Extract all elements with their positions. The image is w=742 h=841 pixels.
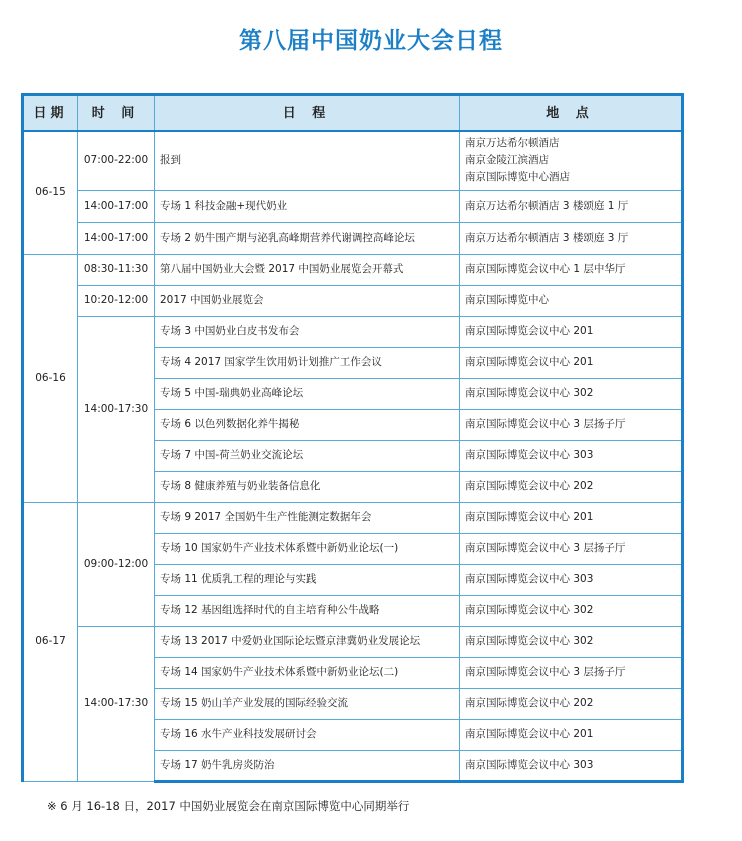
venue-cell: 南京国际博览会议中心 302 — [460, 378, 683, 409]
time-cell: 14:00-17:00 — [78, 190, 155, 222]
time-cell: 07:00-22:00 — [78, 131, 155, 190]
table-row — [23, 190, 683, 222]
table-header-row — [23, 95, 683, 132]
venue-cell: 南京国际博览会议中心 1 层中华厅 — [460, 254, 683, 285]
table-row — [23, 626, 683, 657]
table-row — [23, 502, 683, 533]
venue-cell: 南京国际博览会议中心 3 层扬子厅 — [460, 657, 683, 688]
table-row — [23, 285, 683, 316]
header-date: 日期 — [23, 95, 78, 132]
venue-cell: 南京国际博览会议中心 303 — [460, 440, 683, 471]
agenda-cell: 报到 — [155, 131, 460, 190]
agenda-cell: 专场 11 优质乳工程的理论与实践 — [155, 564, 460, 595]
agenda-cell: 专场 14 国家奶牛产业技术体系暨中新奶业论坛(二) — [155, 657, 460, 688]
venue-cell: 南京国际博览会议中心 202 — [460, 688, 683, 719]
agenda-cell: 专场 5 中国-瑞典奶业高峰论坛 — [155, 378, 460, 409]
venue-cell: 南京国际博览会议中心 201 — [460, 719, 683, 750]
venue-cell: 南京万达希尔顿酒店 3 楼颂庭 1 厅 — [460, 190, 683, 222]
date-cell: 06-17 — [23, 502, 78, 781]
agenda-cell: 专场 3 中国奶业白皮书发布会 — [155, 316, 460, 347]
venue-cell: 南京国际博览会议中心 3 层扬子厅 — [460, 533, 683, 564]
venue-line: 南京国际博览中心酒店 — [465, 171, 570, 184]
date-cell: 06-15 — [23, 131, 78, 254]
venue-cell: 南京万达希尔顿酒店 3 楼颂庭 3 厅 — [460, 222, 683, 254]
time-cell: 08:30-11:30 — [78, 254, 155, 285]
table-row — [23, 316, 683, 347]
venue-cell — [460, 131, 683, 190]
venue-cell: 南京国际博览会议中心 302 — [460, 626, 683, 657]
date-cell: 06-16 — [23, 254, 78, 502]
agenda-cell: 专场 6 以色列数据化养牛揭秘 — [155, 409, 460, 440]
agenda-cell: 专场 4 2017 国家学生饮用奶计划推广工作会议 — [155, 347, 460, 378]
venue-cell: 南京国际博览会议中心 3 层扬子厅 — [460, 409, 683, 440]
header-time: 时 间 — [78, 95, 155, 132]
agenda-cell: 专场 13 2017 中爱奶业国际论坛暨京津冀奶业发展论坛 — [155, 626, 460, 657]
agenda-cell: 专场 12 基因组选择时代的自主培育种公牛战略 — [155, 595, 460, 626]
agenda-cell: 第八届中国奶业大会暨 2017 中国奶业展览会开幕式 — [155, 254, 460, 285]
table-row — [23, 222, 683, 254]
time-cell: 09:00-12:00 — [78, 502, 155, 626]
agenda-cell: 专场 17 奶牛乳房炎防治 — [155, 750, 460, 781]
venue-cell: 南京国际博览会议中心 302 — [460, 595, 683, 626]
venue-line: 南京万达希尔顿酒店 — [465, 137, 560, 150]
agenda-cell: 专场 16 水牛产业科技发展研讨会 — [155, 719, 460, 750]
venue-cell: 南京国际博览会议中心 201 — [460, 502, 683, 533]
venue-cell: 南京国际博览中心 — [460, 285, 683, 316]
schedule-table — [21, 93, 684, 783]
venue-line: 南京金陵江滨酒店 — [465, 154, 549, 167]
footnote: ※ 6 月 16-18 日，2017 中国奶业展览会在南京国际博览中心同期举行 — [47, 799, 410, 813]
venue-cell: 南京国际博览会议中心 202 — [460, 471, 683, 502]
table-row — [23, 131, 683, 190]
time-cell: 14:00-17:30 — [78, 316, 155, 502]
venue-cell: 南京国际博览会议中心 201 — [460, 347, 683, 378]
table-row — [23, 254, 683, 285]
time-cell: 14:00-17:30 — [78, 626, 155, 781]
agenda-cell: 专场 2 奶牛围产期与泌乳高峰期营养代谢调控高峰论坛 — [155, 222, 460, 254]
time-cell: 14:00-17:00 — [78, 222, 155, 254]
page-title: 第八届中国奶业大会日程 — [239, 28, 503, 54]
agenda-cell: 专场 8 健康养殖与奶业装备信息化 — [155, 471, 460, 502]
agenda-cell: 2017 中国奶业展览会 — [155, 285, 460, 316]
header-venue: 地 点 — [460, 95, 683, 132]
agenda-cell: 专场 7 中国-荷兰奶业交流论坛 — [155, 440, 460, 471]
header-agenda: 日 程 — [155, 95, 460, 132]
venue-cell: 南京国际博览会议中心 201 — [460, 316, 683, 347]
venue-cell: 南京国际博览会议中心 303 — [460, 564, 683, 595]
venue-cell: 南京国际博览会议中心 303 — [460, 750, 683, 781]
agenda-cell: 专场 9 2017 全国奶牛生产性能测定数据年会 — [155, 502, 460, 533]
agenda-cell: 专场 1 科技金融+现代奶业 — [155, 190, 460, 222]
agenda-cell: 专场 15 奶山羊产业发展的国际经验交流 — [155, 688, 460, 719]
agenda-cell: 专场 10 国家奶牛产业技术体系暨中新奶业论坛(一) — [155, 533, 460, 564]
time-cell: 10:20-12:00 — [78, 285, 155, 316]
